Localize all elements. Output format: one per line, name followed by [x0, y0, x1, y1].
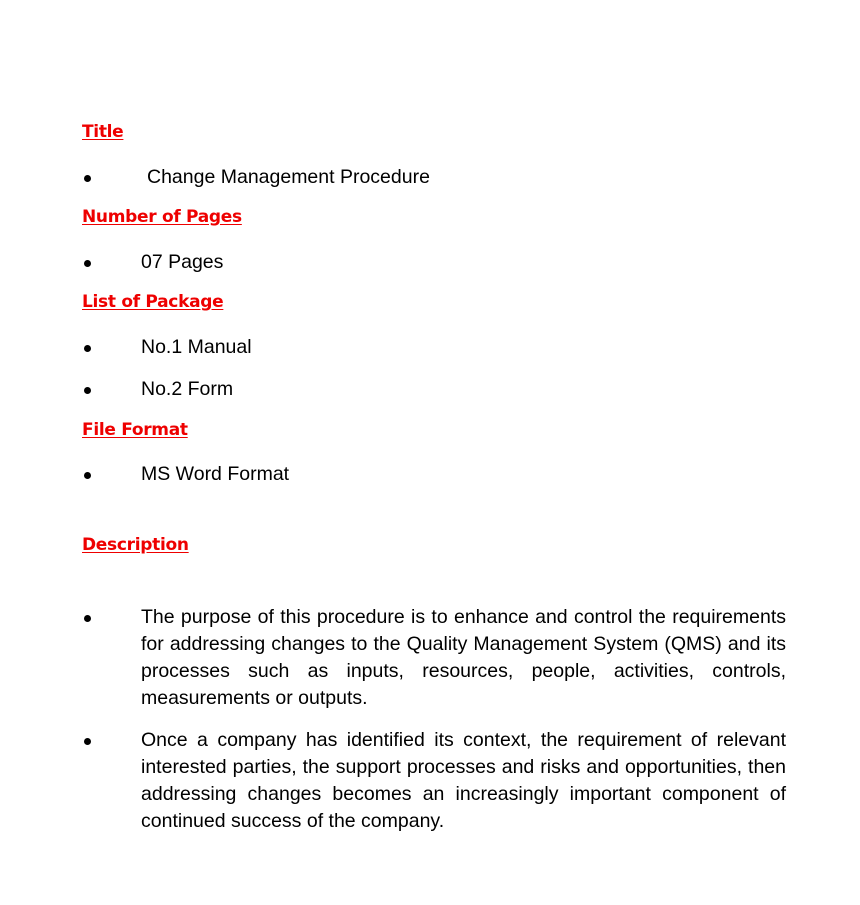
title-heading: Title: [82, 122, 124, 142]
title-value: Change Management Procedure: [147, 166, 430, 188]
pages-value: 07 Pages: [141, 251, 224, 273]
format-value: MS Word Format: [141, 463, 290, 485]
number-of-pages-heading: Number of Pages: [82, 207, 242, 227]
package-item-1: No.1 Manual: [141, 336, 252, 358]
description-paragraph-1: The purpose of this procedure is to enhance and control the requirements for addressing changes to the Quality Management System (QMS) and its processes such as inputs, resources, people, activities, controls, measurements or outputs.: [141, 606, 786, 709]
file-format-heading: File Format: [82, 420, 188, 440]
description-heading: Description: [82, 535, 189, 555]
list-of-package-heading: List of Package: [82, 292, 224, 312]
description-paragraph-2: Once a company has identified its context, the requirement of relevant interested parties, the support processes and risks and opportunities, then addressing changes becomes an increasingly important component of continued success of the company.: [141, 729, 786, 832]
package-item-2: No.2 Form: [141, 378, 234, 400]
